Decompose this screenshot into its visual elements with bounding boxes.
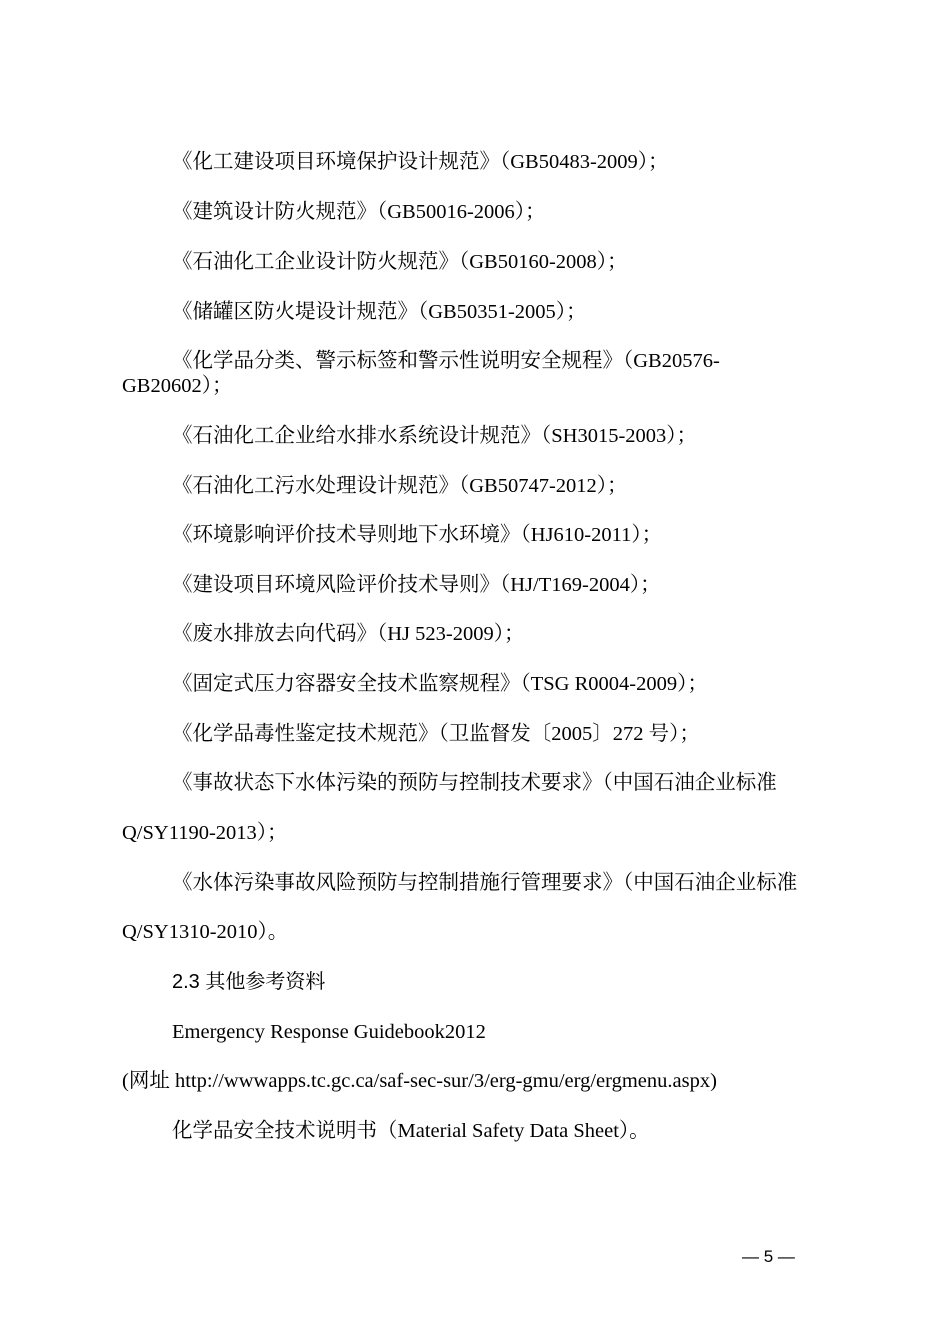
reference-item: 《石油化工企业给水排水系统设计规范》（SH3015-2003）；: [172, 425, 698, 447]
reference-item: 《建筑设计防火规范》（GB50016-2006）；: [172, 201, 546, 223]
reference-item: 《石油化工企业设计防火规范》（GB50160-2008）；: [172, 251, 628, 273]
reference-item: 《石油化工污水处理设计规范》（GB50747-2012）；: [172, 475, 628, 497]
reference-item: 《水体污染事故风险预防与控制措施行管理要求》（中国石油企业标准: [172, 872, 798, 894]
reference-item: 《建设项目环境风险评价技术导则》（HJ/T169-2004）；: [172, 574, 661, 596]
reference-item-continuation: Q/SY1190-2013）；: [122, 822, 288, 844]
reference-item: 《化工建设项目环境保护设计规范》（GB50483-2009）；: [172, 151, 669, 173]
reference-item: 《环境影响评价技术导则地下水环境》（HJ610-2011）；: [172, 524, 663, 546]
section-heading: 2.3 其他参考资料: [172, 971, 326, 993]
reference-item: 《固定式压力容器安全技术监察规程》（TSG R0004-2009）；: [172, 673, 708, 695]
msds-reference: 化学品安全技术说明书（Material Safety Data Sheet）。: [172, 1120, 650, 1142]
page-number: — 5 —: [742, 1247, 795, 1266]
reference-item: 《化学品毒性鉴定技术规范》（卫监督发〔2005〕272 号）；: [172, 723, 700, 745]
reference-item: 《废水排放去向代码》（HJ 523-2009）；: [172, 623, 525, 645]
reference-item: 《事故状态下水体污染的预防与控制技术要求》（中国石油企业标准: [172, 772, 777, 794]
erg-url: (网址 http://wwwapps.tc.gc.ca/saf-sec-sur/3/erg-gmu/erg/ergmenu.aspx): [122, 1070, 717, 1092]
reference-item-continuation: GB20602）；: [122, 375, 233, 397]
reference-item: 《储罐区防火堤设计规范》（GB50351-2005）；: [172, 301, 587, 323]
reference-item-continuation: Q/SY1310-2010）。: [122, 921, 289, 943]
erg-title: Emergency Response Guidebook2012: [172, 1021, 486, 1043]
reference-item: 《化学品分类、警示标签和警示性说明安全规程》（GB20576-: [172, 350, 720, 372]
